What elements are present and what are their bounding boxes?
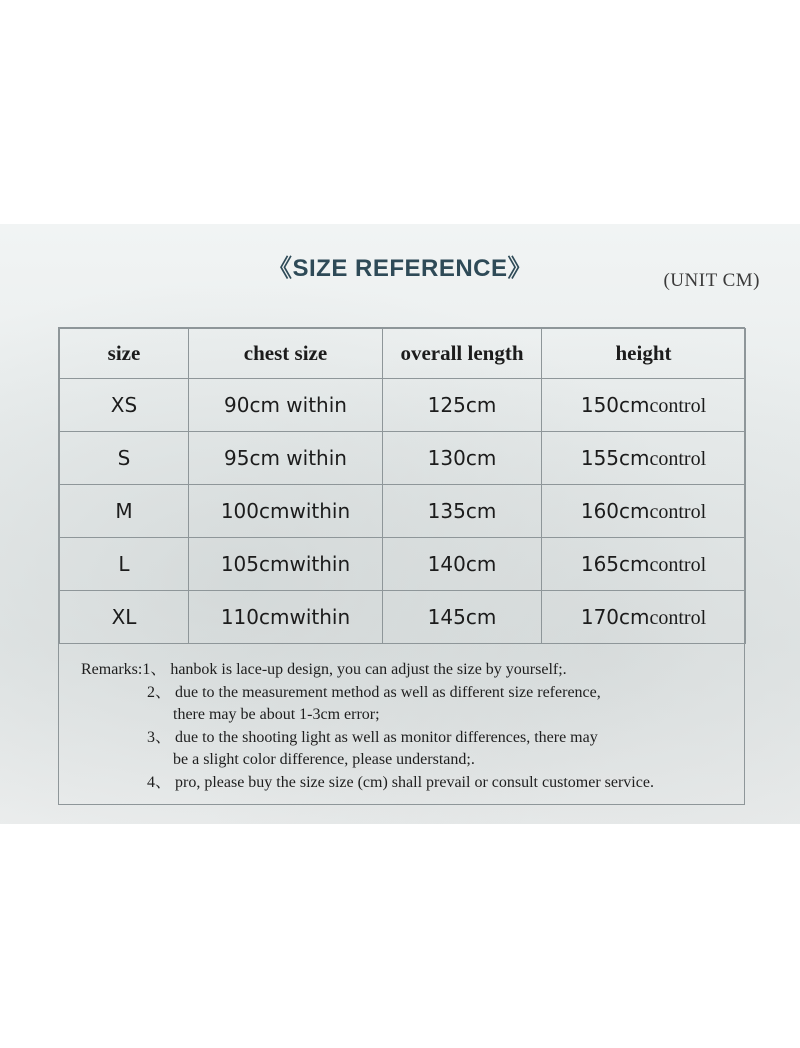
length-cell: 140cm [383,538,542,591]
length-cell: 135cm [383,485,542,538]
chart-title: 《SIZE REFERENCE》 [267,255,533,282]
size-cell: XL [60,591,189,644]
header-overall-length: overall length [383,329,542,379]
length-cell: 125cm [383,379,542,432]
height-value: 165cm [580,551,650,576]
height-cell [542,485,746,538]
remark-line: Remarks:1、 hanbok is lace-up design, you can adjust the size by yourself;. [81,661,567,678]
size-table-box [58,327,745,805]
table-row [60,591,746,644]
size-cell: L [60,538,189,591]
chest-cell: 110cmwithin [189,591,383,644]
table-row [60,379,746,432]
table-row [60,485,746,538]
remark-line: 3、 due to the shooting light as well as monitor differences, there may [147,728,598,746]
chest-cell: 105cmwithin [189,538,383,591]
table-row [60,538,746,591]
size-table [59,328,746,644]
height-cell [542,591,746,644]
header-height: height [542,329,746,379]
height-cell [542,538,746,591]
height-value: 160cm [580,498,650,523]
header-chest-size: chest size [189,329,383,379]
height-value: 150cm [580,392,650,417]
height-word: control [649,606,707,629]
chest-cell: 90cm within [189,379,383,432]
size-cell: M [60,485,189,538]
size-chart-panel [0,224,800,824]
remark-line: 2、 due to the measurement method as well as different size reference, [147,683,601,701]
height-word: control [649,394,707,417]
chest-cell: 95cm within [189,432,383,485]
height-word: control [649,553,707,576]
header-size: size [60,329,189,379]
unit-label: (UNIT CM) [663,270,760,291]
length-cell: 145cm [383,591,542,644]
height-word: control [649,500,707,523]
length-cell: 130cm [383,432,542,485]
height-value: 155cm [580,445,650,470]
remarks-block [59,645,744,794]
remark-line: there may be about 1-3cm error; [173,706,380,723]
chest-cell: 100cmwithin [189,485,383,538]
remark-line: be a slight color difference, please understand;. [173,751,475,768]
table-row [60,432,746,485]
remark-line: 4、 pro, please buy the size size (cm) shall prevail or consult customer service. [147,773,654,791]
height-cell [542,379,746,432]
size-cell: S [60,432,189,485]
height-cell [542,432,746,485]
size-cell: XS [60,379,189,432]
height-word: control [649,447,707,470]
height-value: 170cm [580,604,650,629]
table-header-row [60,329,746,379]
